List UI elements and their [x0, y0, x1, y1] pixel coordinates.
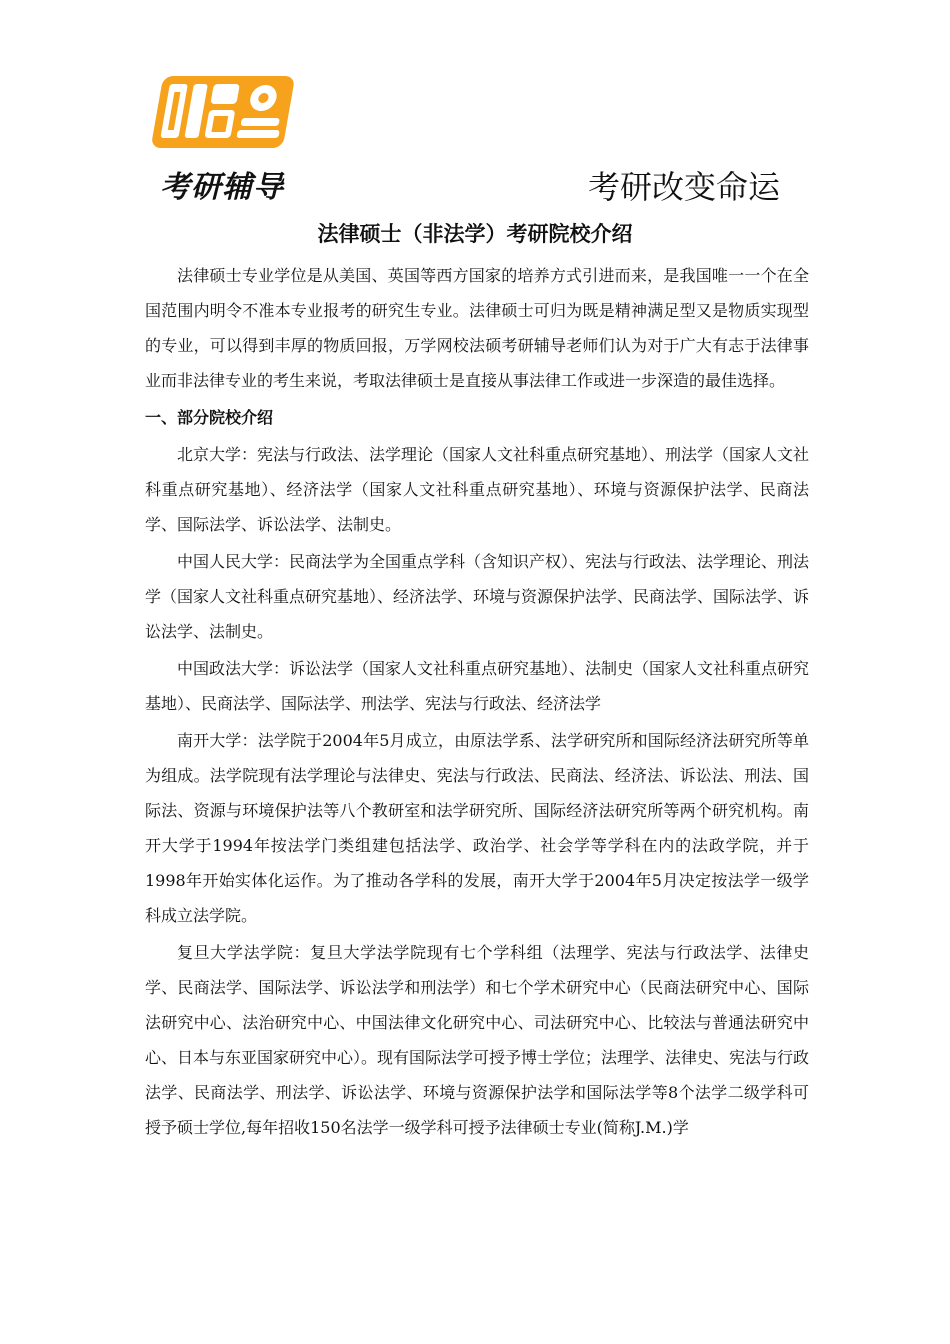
intro-paragraph: 法律硕士专业学位是从美国、英国等西方国家的培养方式引进而来，是我国唯一一个在全国范围内明令不准本专业报考的研究生专业。法律硕士可归为既是精神满足型又是物质实现型的专业，可以得到丰厚的物质回报，万学网校法硕考研辅导老师们认为对于广大有志于法律事业而非法律专业的考生来说，考取法律硕士是直接从事法律工作或进一步深造的最佳选择。	[145, 266, 809, 390]
brand-logo	[150, 72, 310, 205]
school-paragraph-cupl: 中国政法大学：诉讼法学（国家人文社科重点研究基地）、法制史（国家人文社科重点研究基地）、民商法学、国际法学、刑法学、宪法与行政法、经济法学	[145, 659, 810, 713]
school-paragraph-nankai: 南开大学：法学院于2004年5月成立，由原法学系、法学研究所和国际经济法研究所等单为组成。法学院现有法学理论与法律史、宪法与行政法、民商法、经济法、诉讼法、刑法、国际法、资源与环境保护法等八个教研室和法学研究所、国际经济法研究所等两个研究机构。南开大学于1994年按法学门类组建包括法学、政治学、社会学等学科在内的法政学院，并于1998年开始实体化运作。为了推动各学科的发展，南开大学于2004年5月决定按法学一级学科成立法学院。	[145, 731, 809, 925]
section-heading: 一、部分院校介绍	[145, 408, 274, 427]
school-paragraph-pku: 北京大学：宪法与行政法、法学理论（国家人文社科重点研究基地）、刑法学（国家人文社科重点研究基地）、经济法学（国家人文社科重点研究基地）、环境与资源保护法学、民商法学、国际法学、诉讼法学、法制史。	[145, 445, 810, 534]
kaicheng-logo-mark	[150, 72, 302, 158]
logo-subtitle: 考研辅导	[160, 170, 284, 205]
header-slogan: 考研改变命运	[588, 168, 781, 206]
document-title: 法律硕士（非法学）考研院校介绍	[317, 221, 633, 246]
school-paragraph-fudan: 复旦大学法学院：复旦大学法学院现有七个学科组（法理学、宪法与行政法学、法律史学、民商法学、国际法学、诉讼法学和刑法学）和七个学术研究中心（民商法研究中心、国际法研究中心、法治研究中心、中国法律文化研究中心、司法研究中心、比较法与普通法研究中心、日本与东亚国家研究中心）。现有国际法学可授予博士学位；法理学、法律史、宪法与行政法学、民商法学、刑法学、诉讼法学、环境与资源保护法学和国际法学等8个法学二级学科可授予硕士学位,每年招收150名法学一级学科可授予法律硕士专业(简称J.M.)学	[145, 943, 810, 1137]
school-paragraph-ruc: 中国人民大学：民商法学为全国重点学科（含知识产权）、宪法与行政法、法学理论、刑法学（国家人文社科重点研究基地）、经济法学、环境与资源保护法学、民商法学、国际法学、诉讼法学、法制史。	[145, 552, 810, 641]
document-body	[145, 258, 809, 1147]
